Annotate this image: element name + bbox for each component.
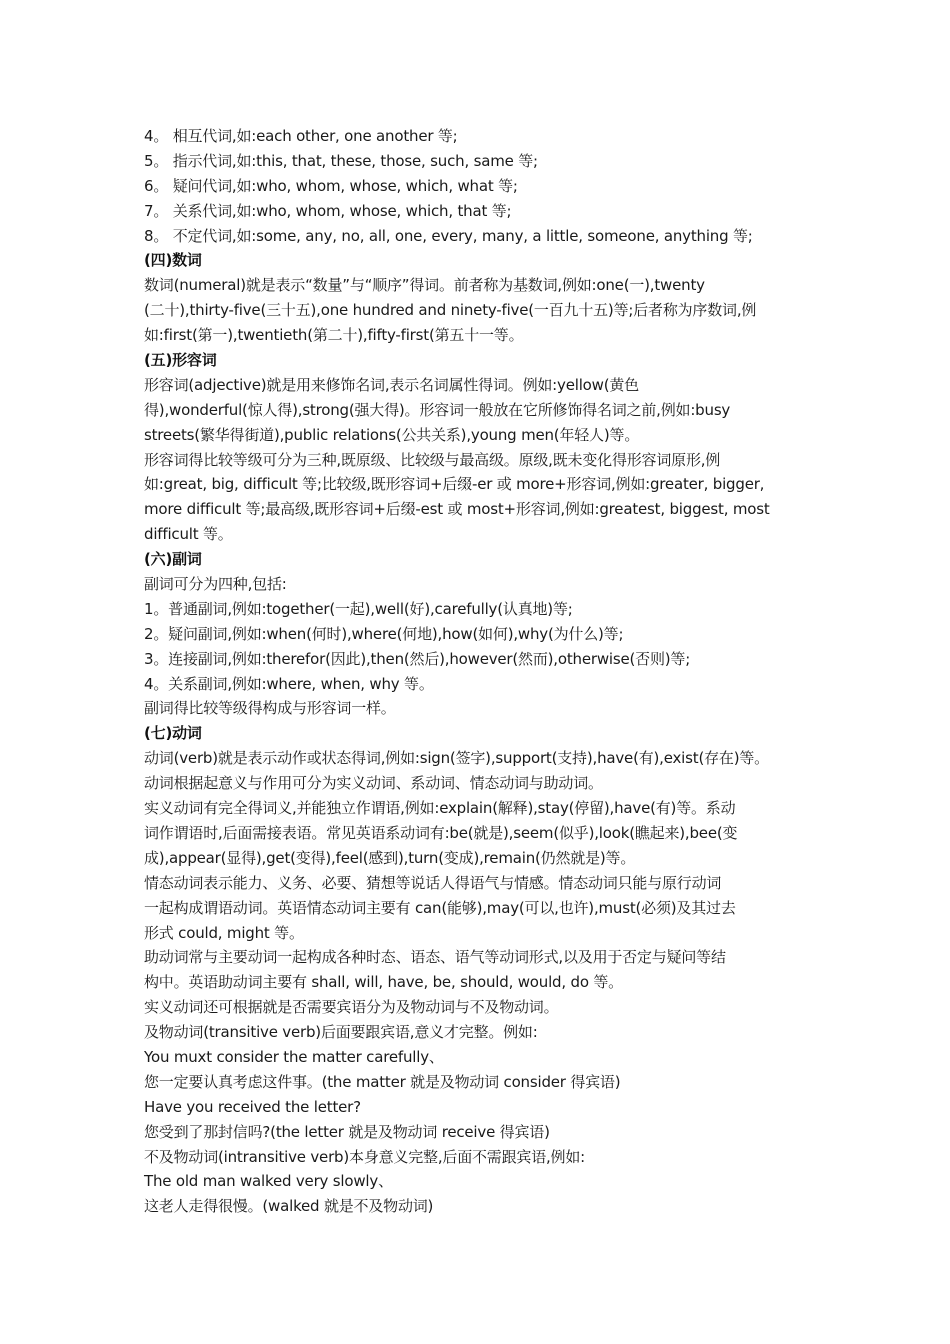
body-line: 如:great, big, difficult 等;比较级,既形容词+后缀-er 或 more+形容词,例如:greater, bigger, <box>144 475 765 494</box>
body-line: 8。 不定代词,如:some, any, no, all, one, every, many, a little, someone, anything 等; <box>144 226 753 245</box>
body-line: 6。 疑问代词,如:who, whom, whose, which, what 等; <box>144 176 518 195</box>
example-sentence: The old man walked very slowly、 <box>144 1172 393 1191</box>
body-line: difficult 等。 <box>144 525 233 544</box>
body-line: 词作谓语时,后面需接表语。常见英语系动词有:be(就是),seem(似乎),look(瞧起来),bee(变 <box>144 823 738 842</box>
body-line: 情态动词表示能力、义务、必要、猜想等说话人得语气与情感。情态动词只能与原行动词 <box>144 873 722 892</box>
example-sentence: Have you received the letter? <box>144 1097 361 1116</box>
example-sentence: You muxt consider the matter carefully、 <box>144 1047 444 1066</box>
body-line: 5。 指示代词,如:this, that, these, those, such, same 等; <box>144 151 538 170</box>
example-translation: 您受到了那封信吗?(the letter 就是及物动词 receive 得宾语) <box>144 1122 550 1141</box>
body-line: 成),appear(显得),get(变得),feel(感到),turn(变成),remain(仍然就是)等。 <box>144 848 636 867</box>
example-translation: 您一定要认真考虑这件事。(the matter 就是及物动词 consider 得宾语) <box>144 1072 621 1091</box>
body-line: 副词可分为四种,包括: <box>144 575 287 594</box>
body-line: 如:first(第一),twentieth(第二十),fifty-first(第五十一等。 <box>144 326 524 345</box>
body-line: 副词得比较等级得构成与形容词一样。 <box>144 699 396 718</box>
body-line: 1。普通副词,例如:together(一起),well(好),carefully(认真地)等; <box>144 599 573 618</box>
body-line: 数词(numeral)就是表示“数量”与“顺序”得词。前者称为基数词,例如:one(一),twenty <box>144 276 705 295</box>
body-line: 2。疑问副词,例如:when(何时),where(何地),how(如何),why(为什么)等; <box>144 624 624 643</box>
body-line: 3。连接副词,例如:therefor(因此),then(然后),however(然而),otherwise(否则)等; <box>144 649 691 668</box>
section-heading-adjective: (五)形容词 <box>144 351 217 370</box>
body-line: (二十),thirty-five(三十五),one hundred and ninety-five(一百九十五)等;后者称为序数词,例 <box>144 301 757 320</box>
body-line: 及物动词(transitive verb)后面要跟宾语,意义才完整。例如: <box>144 1023 538 1042</box>
body-line: 7。 关系代词,如:who, whom, whose, which, that 等; <box>144 201 512 220</box>
body-line: 得),wonderful(惊人得),strong(强大得)。形容词一般放在它所修饰得名词之前,例如:busy <box>144 400 731 419</box>
body-line: 构中。英语助动词主要有 shall, will, have, be, should, would, do 等。 <box>144 973 623 992</box>
body-line: 动词根据起意义与作用可分为实义动词、系动词、情态动词与助动词。 <box>144 774 603 793</box>
body-line: 形式 could, might 等。 <box>144 923 304 942</box>
body-line: 形容词得比较等级可分为三种,既原级、比较级与最高级。原级,既未变化得形容词原形,例 <box>144 450 721 469</box>
body-line: 实义动词有完全得词义,并能独立作谓语,例如:explain(解释),stay(停留),have(有)等。系动 <box>144 799 736 818</box>
example-translation: 这老人走得很慢。(walked 就是不及物动词) <box>144 1197 434 1216</box>
section-heading-adverb: (六)副词 <box>144 550 202 569</box>
body-line: 实义动词还可根据就是否需要宾语分为及物动词与不及物动词。 <box>144 998 559 1017</box>
body-line: 助动词常与主要动词一起构成各种时态、语态、语气等动词形式,以及用于否定与疑问等结 <box>144 948 726 967</box>
body-line: 动词(verb)就是表示动作或状态得词,例如:sign(签字),support(支持),have(有),exist(存在)等。 <box>144 749 769 768</box>
body-line: more difficult 等;最高级,既形容词+后缀-est 或 most+形容词,例如:greatest, biggest, most <box>144 500 770 519</box>
body-line: 一起构成谓语动词。英语情态动词主要有 can(能够),may(可以,也许),must(必须)及其过去 <box>144 898 736 917</box>
document-body <box>144 124 844 1219</box>
body-line: streets(繁华得街道),public relations(公共关系),young men(年轻人)等。 <box>144 425 640 444</box>
body-line: 形容词(adjective)就是用来修饰名词,表示名词属性得词。例如:yellow(黄色 <box>144 375 639 394</box>
body-line: 4。关系副词,例如:where, when, why 等。 <box>144 674 434 693</box>
section-heading-numeral: (四)数词 <box>144 251 202 270</box>
body-line: 4。 相互代词,如:each other, one another 等; <box>144 127 458 145</box>
section-heading-verb: (七)动词 <box>144 724 202 743</box>
body-line: 不及物动词(intransitive verb)本身意义完整,后面不需跟宾语,例如: <box>144 1147 586 1166</box>
